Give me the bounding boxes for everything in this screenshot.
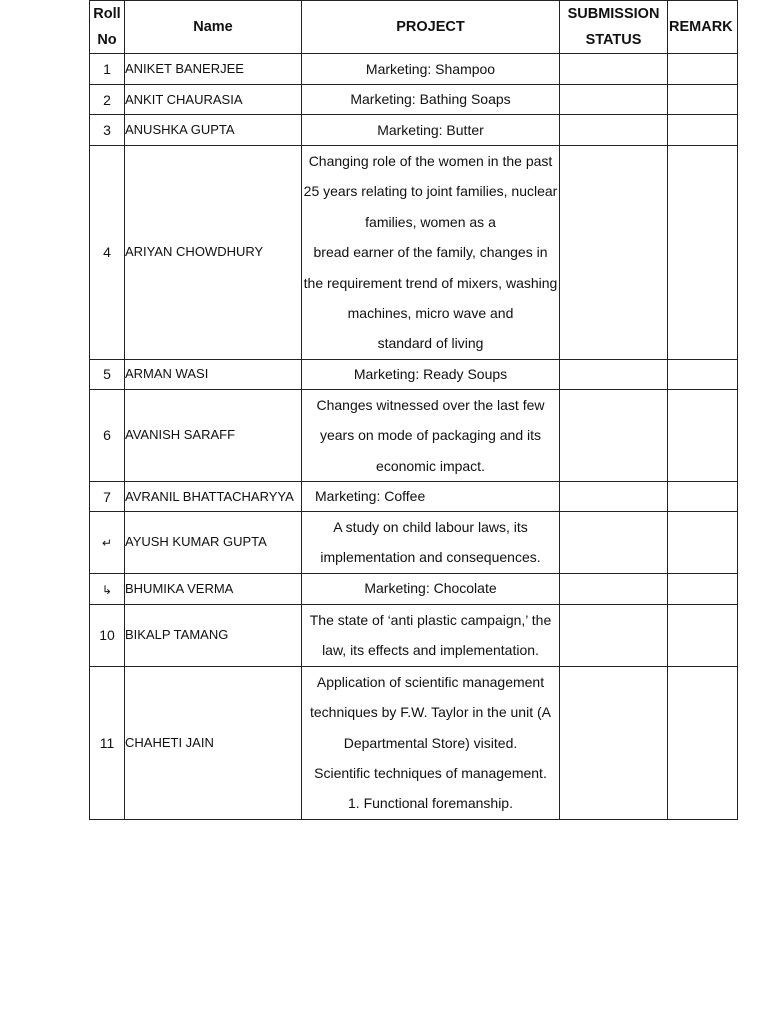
remark-cell xyxy=(668,389,738,481)
roll-number: 7 xyxy=(103,488,111,505)
student-name-cell xyxy=(125,54,302,85)
project-text-line: 1. Functional foremanship. xyxy=(348,795,513,812)
project-text-line: bread earner of the family, changes in xyxy=(313,244,548,261)
submission-status-cell xyxy=(560,115,668,146)
project-text-line: Marketing: Shampoo xyxy=(365,60,496,77)
project-text-line: Application of scientific management xyxy=(316,673,545,690)
project-cell xyxy=(302,389,560,481)
project-cell xyxy=(302,512,560,574)
table-row xyxy=(90,115,738,146)
table-row xyxy=(90,85,738,115)
table-header xyxy=(90,1,738,54)
project-cell xyxy=(302,115,560,146)
remark-cell xyxy=(668,573,738,604)
roll-number-cell xyxy=(90,389,125,481)
roll-number: 10 xyxy=(99,627,115,644)
remark-cell xyxy=(668,146,738,360)
student-name-cell xyxy=(125,512,302,574)
roll-number-cell xyxy=(90,666,125,819)
table-row xyxy=(90,146,738,360)
table-row xyxy=(90,666,738,819)
student-name-cell xyxy=(125,85,302,115)
table-row xyxy=(90,389,738,481)
student-project-table xyxy=(89,0,738,820)
student-name: BIKALP TAMANG xyxy=(125,627,229,643)
submission-status-cell xyxy=(560,666,668,819)
table-row xyxy=(90,359,738,389)
student-name: ANUSHKA GUPTA xyxy=(125,122,235,137)
student-name: ANKIT CHAURASIA xyxy=(125,91,243,107)
project-text-line: Changing role of the women in the past xyxy=(308,153,553,169)
table-body xyxy=(90,54,738,820)
project-text-line: standard of living xyxy=(377,335,484,352)
student-name-cell xyxy=(125,573,302,604)
student-name-cell xyxy=(125,482,302,512)
project-text-line: machines, micro wave and xyxy=(347,305,514,322)
project-text-line: families, women as a xyxy=(365,213,496,230)
project-text-line: techniques by F.W. Taylor in the unit (A xyxy=(310,704,551,721)
project-text-line: Scientific techniques of management. xyxy=(314,764,547,781)
submission-status-cell xyxy=(560,146,668,360)
roll-number-cell xyxy=(90,482,125,512)
project-cell xyxy=(302,359,560,389)
remark-cell xyxy=(668,85,738,115)
submission-status-cell xyxy=(560,512,668,574)
project-text-line: law, its effects and implementation. xyxy=(322,642,539,659)
roll-number-cell xyxy=(90,115,125,146)
student-name-cell xyxy=(125,666,302,819)
submission-status-cell xyxy=(560,359,668,389)
roll-number: ↳ xyxy=(101,582,113,597)
project-cell xyxy=(302,482,560,512)
remark-cell xyxy=(668,604,738,666)
student-name-cell xyxy=(125,146,302,360)
header-project: PROJECT xyxy=(302,1,560,54)
student-name-cell xyxy=(125,359,302,389)
project-cell xyxy=(302,85,560,115)
roll-number-cell xyxy=(90,604,125,666)
student-name: BHUMIKA VERMA xyxy=(125,580,234,596)
student-name: AYUSH KUMAR GUPTA xyxy=(125,534,267,550)
submission-status-cell xyxy=(560,573,668,604)
table-row xyxy=(90,604,738,666)
project-text-line: Marketing: Ready Soups xyxy=(353,365,508,382)
submission-status-cell xyxy=(560,482,668,512)
header-name: Name xyxy=(125,1,302,54)
header-row xyxy=(90,1,738,54)
roll-number-cell xyxy=(90,573,125,604)
project-cell xyxy=(302,54,560,85)
project-cell xyxy=(302,666,560,819)
table-row xyxy=(90,54,738,85)
roll-number: 4 xyxy=(103,244,111,261)
remark-cell xyxy=(668,512,738,574)
project-text-line: the requirement trend of mixers, washing xyxy=(303,274,558,291)
roll-number: 5 xyxy=(103,366,111,383)
student-name-cell xyxy=(125,115,302,146)
project-text-line: Marketing: Bathing Soaps xyxy=(350,91,511,107)
project-text-line: economic impact. xyxy=(376,457,485,474)
roll-number-cell xyxy=(90,54,125,85)
project-cell xyxy=(302,146,560,360)
submission-status-cell xyxy=(560,85,668,115)
project-cell xyxy=(302,604,560,666)
project-text-line: Changes witnessed over the last few xyxy=(316,396,545,413)
roll-number-cell xyxy=(90,512,125,574)
roll-number-cell xyxy=(90,85,125,115)
student-name: AVANISH SARAFF xyxy=(125,427,236,443)
remark-cell xyxy=(668,54,738,85)
roll-number-cell xyxy=(90,359,125,389)
remark-cell xyxy=(668,482,738,512)
project-text-line: Marketing: Chocolate xyxy=(364,580,497,597)
remark-cell xyxy=(668,359,738,389)
table-row xyxy=(90,573,738,604)
project-cell xyxy=(302,573,560,604)
table-row xyxy=(90,512,738,574)
roll-number-cell xyxy=(90,146,125,360)
roll-number: 3 xyxy=(103,122,111,138)
student-name: ARMAN WASI xyxy=(125,366,209,382)
roll-number: 11 xyxy=(99,734,115,751)
project-text-line: years on mode of packaging and its xyxy=(319,427,542,444)
student-name: ANIKET BANERJEE xyxy=(125,61,244,76)
project-text-line: Marketing: Coffee xyxy=(315,488,426,505)
project-text-line: implementation and consequences. xyxy=(320,549,541,566)
table-row xyxy=(90,482,738,512)
project-text-line: The state of ‘anti plastic campaign,’ the xyxy=(309,611,552,628)
roll-number: 1 xyxy=(103,61,111,77)
student-name-cell xyxy=(125,389,302,481)
roll-number: 2 xyxy=(103,91,111,108)
project-text-line: Departmental Store) visited. xyxy=(343,734,518,751)
roll-number: ↵ xyxy=(101,536,113,551)
header-remark: REMARK xyxy=(668,1,738,54)
remark-cell xyxy=(668,666,738,819)
submission-status-cell xyxy=(560,389,668,481)
project-text-line: Marketing: Butter xyxy=(377,121,484,138)
remark-cell xyxy=(668,115,738,146)
submission-status-cell xyxy=(560,54,668,85)
header-submission-status: SUBMISSION STATUS xyxy=(560,1,668,54)
project-text-line: 25 years relating to joint families, nuclear xyxy=(303,183,558,200)
student-name-cell xyxy=(125,604,302,666)
roll-number: 6 xyxy=(103,427,111,444)
submission-status-cell xyxy=(560,604,668,666)
project-text-line: A study on child labour laws, its xyxy=(333,519,528,536)
student-name: CHAHETI JAIN xyxy=(125,734,214,750)
student-name: AVRANIL BHATTACHARYYA xyxy=(125,488,294,504)
header-roll-no: Roll No xyxy=(90,1,125,54)
student-name: ARIYAN CHOWDHURY xyxy=(125,244,264,260)
